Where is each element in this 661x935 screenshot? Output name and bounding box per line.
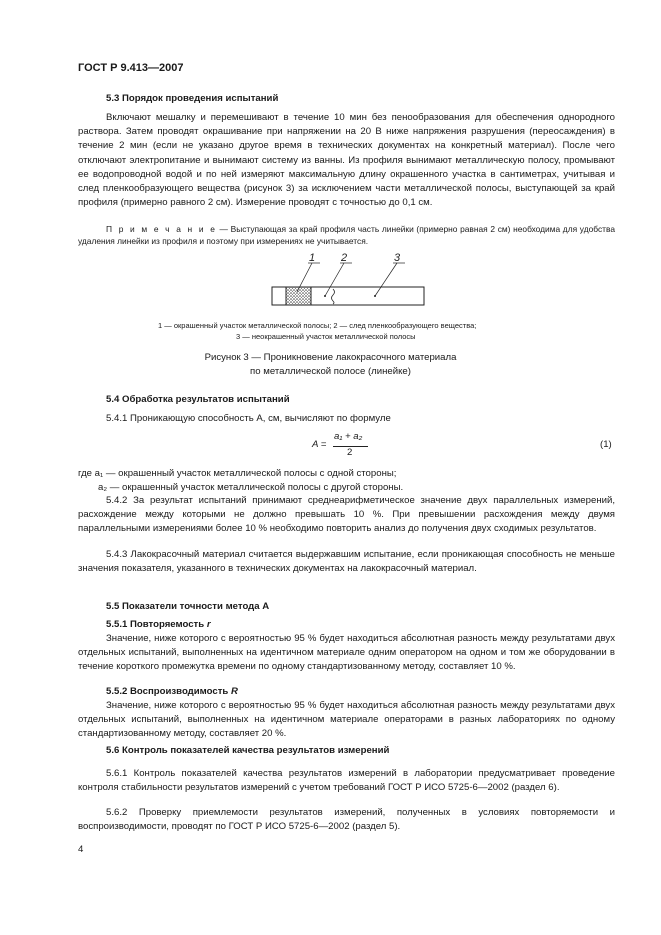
figure-legend-line-2: 3 — неокрашенный участок металлической полосы — [236, 332, 416, 341]
note-text: — Выступающая за край профиля часть линейки (примерно равная 2 см) необходима для удобства удаления линейки из профиля и поэтому при измерениях не учитывается. — [78, 224, 615, 246]
paragraph-5-5-1: Значение, ниже которого с вероятностью 95 % будет находиться абсолютная разность между результатами двух отдельных испытаний, выполненных на идентичном материале одним оператором на одном и том же оборудовании в течение короткого промежутка времени по одному стандартизованному методу, составляет 10 %. — [78, 633, 615, 673]
formula-lhs: A = — [312, 439, 327, 450]
paragraph-5-4-1: 5.4.1 Проникающую способность А, см, вычисляют по формуле — [106, 413, 391, 424]
figure-caption-line-2: по металлической полосе (линейке) — [250, 366, 411, 377]
paragraph-5-6-2: 5.6.2 Проверку приемлемости результатов измерений, полученных в условиях повторяемости и воспроизводимости, проводят по ГОСТ Р ИСО 5725-6—2002 (раздел 5). — [78, 807, 615, 833]
formula-number: (1) — [600, 439, 612, 450]
note-label: П р и м е ч а н и е — [106, 224, 217, 234]
point-3 — [374, 295, 376, 297]
reproducibility-symbol: R — [230, 686, 238, 697]
paragraph-5-5-2: Значение, ниже которого с вероятностью 95 % будет находиться абсолютная разность между результатами двух отдельных испытаний, выполненных на идентичном материале операторами в разных лабораториях по одному стандартизованному методу, составляет 20 %. — [78, 700, 615, 740]
paragraph-5-4-3: 5.4.3 Лакокрасочный материал считается выдержавшим испытание, если проникающая способность не меньше значения показателя, указанного в технических документах на лакокрасочный материал. — [78, 549, 615, 575]
formula-numerator: a₁ + a₂ — [334, 431, 363, 442]
point-2 — [324, 295, 326, 297]
heading-5-5-1: 5.5.1 Повторяемость r — [106, 619, 211, 630]
where-a1: где a₁ — окрашенный участок металлической полосы с одной стороны; — [78, 468, 397, 479]
document-header: ГОСТ Р 9.413—2007 — [78, 62, 184, 74]
note-5-3 — [78, 224, 615, 247]
paragraph-5-6-1: 5.6.1 Контроль показателей качества результатов измерений в лаборатории предусматривает проведение контроля стабильности результатов измерений с учетом требований ГОСТ Р ИСО 5725-6—2002 (раздел 6). — [78, 768, 615, 794]
section-5-3-heading: 5.3 Порядок проведения испытаний — [106, 93, 279, 104]
figure-legend-line-1: 1 — окрашенный участок металлической полосы; 2 — след пленкообразующего вещества; — [158, 321, 477, 330]
figure-label-3: 3 — [394, 252, 401, 264]
repeatability-symbol: r — [206, 619, 211, 630]
paragraph-5-4-2: 5.4.2 За результат испытаний принимают среднеарифметическое значение двух параллельных измерений, расхождение между которыми не должно превышать 10 %. При превышении расхождения между двумя параллельными измерениями более 10 % необходимо повторить анализ до получения двух сходимых результатов. — [78, 495, 615, 535]
strip-left-edge — [272, 287, 286, 305]
where-a2: a₂ — окрашенный участок металлической полосы с другой стороны. — [98, 482, 404, 493]
section-5-5-heading: 5.5 Показатели точности метода А — [106, 601, 270, 612]
page-number: 4 — [78, 844, 84, 855]
section-5-6-heading: 5.6 Контроль показателей качества результатов измерений — [106, 745, 390, 756]
figure-caption-line-1: Рисунок 3 — Проникновение лакокрасочного материала — [204, 352, 457, 363]
figure-label-2: 2 — [341, 252, 348, 264]
section-5-3-paragraph: Включают мешалку и перемешивают в течение 10 мин без пенообразования для обеспечения однородного раствора. Затем проводят окрашивание при напряжении на 20 В ниже напряжения разрушения (переосаждения) в течение 2 мин (если не указано другое время в технических документах на конкретный материал). После чего отключают электропитание и вынимают систему из ванны. Из профиля вынимают металлическую полосу, промывают ее водопроводной водой и по ней измеряют максимальную длину окрашенного участка в сантиметрах, учитывая и след пленкообразующего вещества (рисунок 3) за исключением части металлической полосы, выступающей за край профиля (примерно равного 2 см). Измерение проводят с точностью до 0,1 см. — [78, 112, 615, 209]
section-5-4-heading: 5.4 Обработка результатов испытаний — [106, 394, 290, 405]
heading-5-5-2: 5.5.2 Воспроизводимость R — [106, 686, 238, 697]
figure-3-diagram — [260, 250, 440, 312]
figure-label-1: 1 — [309, 252, 316, 264]
formula-denominator: 2 — [347, 447, 353, 458]
